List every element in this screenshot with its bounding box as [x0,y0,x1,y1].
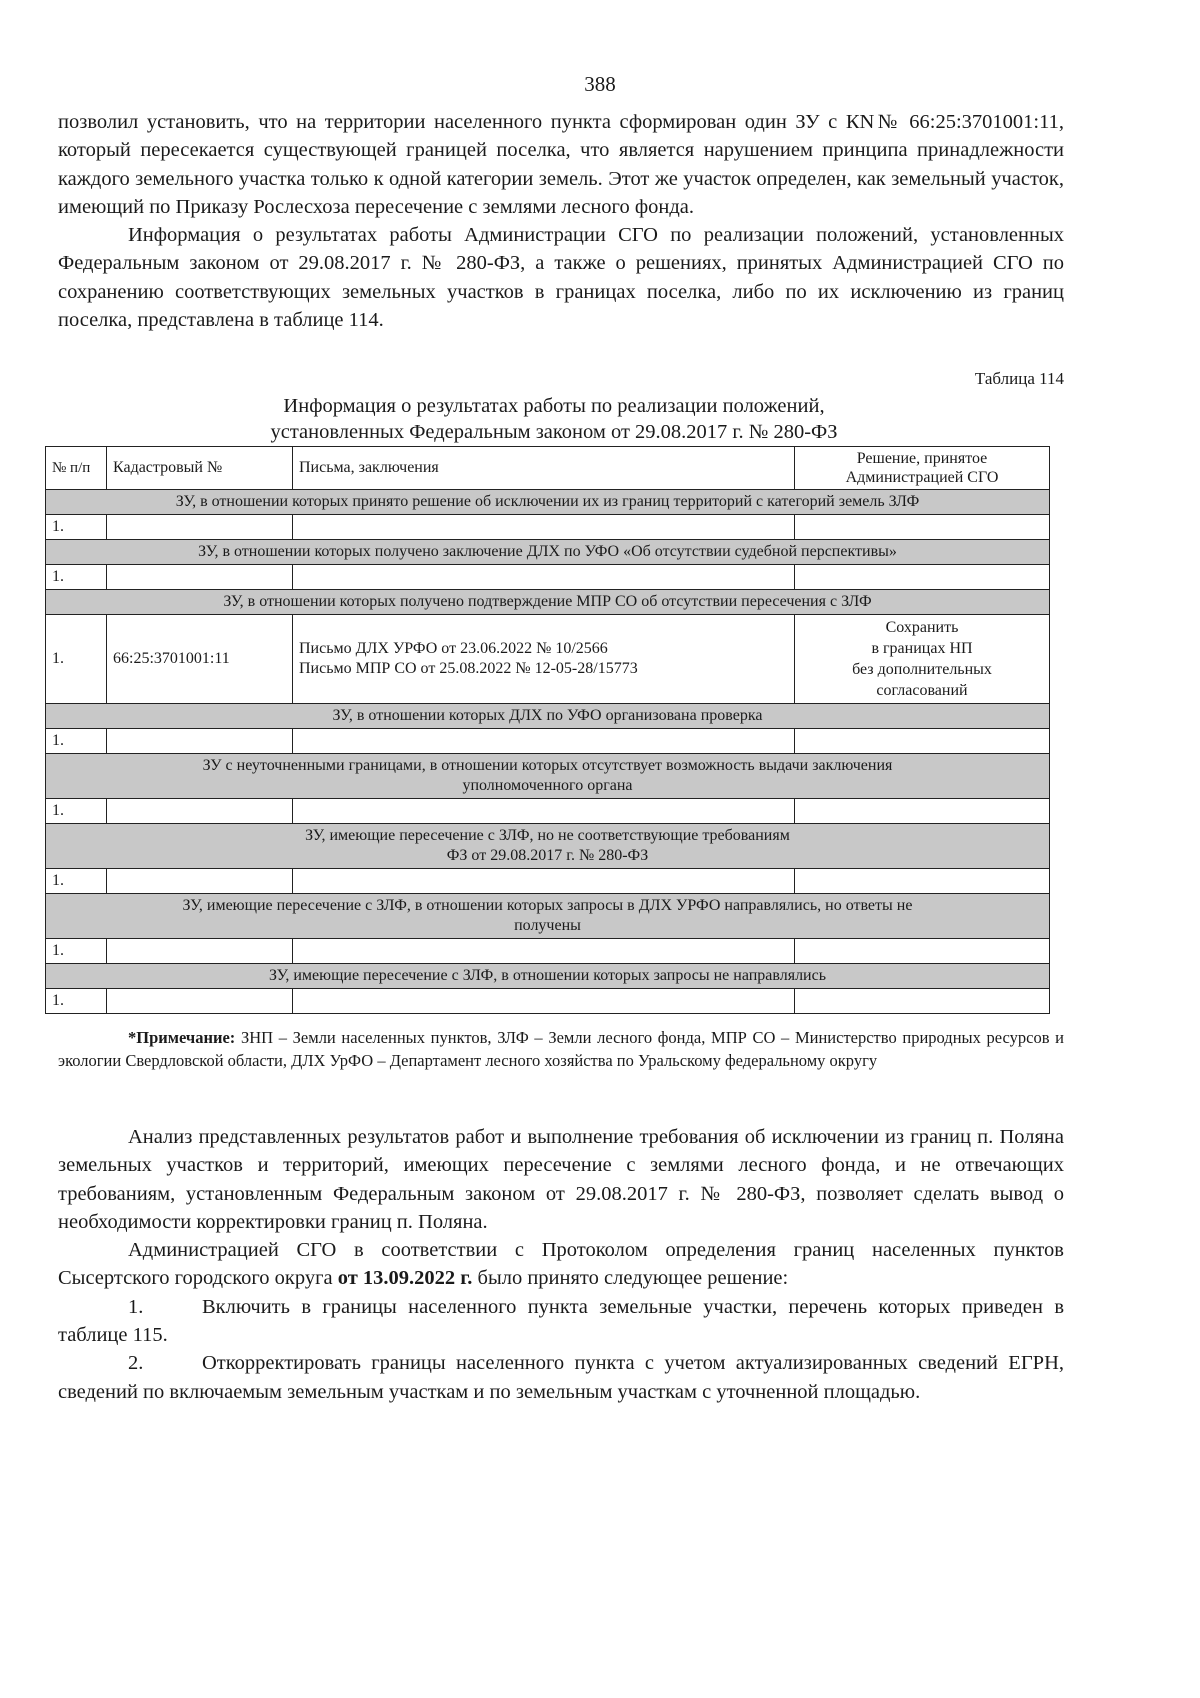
table-label: Таблица 114 [974,369,1064,388]
section-row [46,754,1050,799]
row-num: 1. [46,869,107,894]
letter-line-2: Письмо МПР СО от 25.08.2022 № 12-05-28/15773 [299,660,638,677]
decision-line-3: без дополнительных [852,661,992,678]
section-row [46,704,1050,729]
header-decision: Решение, принятое Администрацией СГО [795,447,1050,490]
section-row [46,490,1050,515]
section-title-line-2: уполномоченного органа [462,777,633,794]
section-title [46,754,1050,799]
intro-text [58,108,1064,334]
section-row [46,540,1050,565]
decision-date: от 13.09.2022 г. [337,1267,473,1290]
list-number: 1. [128,1295,144,1318]
row-num: 1. [46,565,107,590]
list-text: Включить в границы населенного пункта земельные участки, перечень которых приведен в таблице 115. [58,1295,1064,1347]
section-title [46,824,1050,869]
section-title-line-1: ЗУ с неуточненными границами, в отношении которых отсутствует возможность выдачи заключения [202,757,893,774]
section-title-line-1: ЗУ, имеющие пересечение с ЗЛФ, в отношении которых запросы в ДЛХ УРФО направлялись, но ответы не [182,897,913,914]
section-row [46,824,1050,869]
row-num: 1. [46,939,107,964]
footnote-label: *Примечание: [128,1028,236,1047]
header-num: № п/п [46,447,107,490]
table-title [0,393,1108,445]
row-num: 1. [46,729,107,754]
decision-paragraph [58,1236,1064,1293]
table-row [46,565,1050,590]
section-title: ЗУ, имеющие пересечение с ЗЛФ, в отношении которых запросы не направлялись [46,964,1050,989]
row-num: 1. [46,515,107,540]
table-title-line-1: Информация о результатах работы по реализации положений, [283,395,825,417]
list-number: 2. [128,1352,144,1375]
page-number: 388 [584,72,616,96]
decision-cell [795,615,1050,704]
table-row [46,869,1050,894]
table-row [46,799,1050,824]
results-table [45,446,1050,1014]
row-num: 1. [46,615,107,704]
decision-line-1: Сохранить [885,619,959,636]
section-title-line-2: получены [514,917,581,934]
row-num: 1. [46,799,107,824]
cadastral-number: 66:25:3701001:11 [107,615,293,704]
conclusion-text [58,1123,1064,1406]
table-footnote [58,1026,1064,1072]
section-title: ЗУ, в отношении которых ДЛХ по УФО организована проверка [46,704,1050,729]
intro-paragraph-1: позволил установить, что на территории населенного пункта сформирован один ЗУ с КN№ 66:25:3701001:11, который пересекается существующей границей поселка, что является нарушением принципа принадлежности каждого земельного участка только к одной категории земель. Этот же участок определен, как земельный участок, имеющий по Приказу Рослесхоза пересечение с землями лесного фонда. [58,111,1064,218]
decision-text-2: было принято следующее решение: [472,1267,789,1290]
row-num: 1. [46,989,107,1014]
analysis-paragraph: Анализ представленных результатов работ и выполнение требования об исключении из границ п. Поляна земельных участков и территорий, имеющих пересечение с землями лесного фонда, и не отвечающих требованиям, установленным Федеральным законом от 29.08.2017 г. № 280-ФЗ, позволяет сделать вывод о необходимости корректировки границ п. Поляна. [58,1126,1064,1233]
header-cadastral: Кадастровый № [107,447,293,490]
table-row [46,615,1050,704]
section-row [46,964,1050,989]
section-title: ЗУ, в отношении которых принято решение об исключении их из границ территорий с категорий земель ЗЛФ [46,490,1050,515]
header-letters: Письма, заключения [293,447,795,490]
decision-line-2: в границах НП [871,640,973,657]
table-row [46,729,1050,754]
letter-line-1: Письмо ДЛХ УРФО от 23.06.2022 № 10/2566 [299,640,608,657]
table-row [46,939,1050,964]
decision-line-4: согласований [876,682,968,699]
table-row [46,989,1050,1014]
list-text: Откорректировать границы населенного пункта с учетом актуализированных сведений ЕГРН, сведений по включаемым земельным участкам и по земельным участкам с уточненной площадью. [58,1352,1064,1403]
section-row [46,894,1050,939]
table-row [46,515,1050,540]
decision-text-1: Администрацией СГО в соответствии с Протоколом определения границ населенных пунктов Сысертского городского округа [58,1239,1064,1290]
section-title [46,894,1050,939]
section-title: ЗУ, в отношении которых получено заключение ДЛХ по УФО «Об отсутствии судебной перспективы» [46,540,1050,565]
section-title-line-2: ФЗ от 29.08.2017 г. № 280-ФЗ [446,847,649,864]
section-row [46,590,1050,615]
footnote-text: ЗНП – Земли населенных пунктов, ЗЛФ – Земли лесного фонда, МПР СО – Министерство природных ресурсов и экологии Свердловской области, ДЛХ УрФО – Департамент лесного хозяйства по Уральскому федеральному округу [58,1028,1064,1070]
section-title-line-1: ЗУ, имеющие пересечение с ЗЛФ, но не соответствующие требованиям [305,827,790,844]
intro-paragraph-2: Информация о результатах работы Администрации СГО по реализации положений, установленных Федеральным законом от 29.08.2017 г. № 280-ФЗ, а также о решениях, принятых Администрацией СГО по сохранению соответствующих земельных участков в границах поселка, либо по их исключению из границ поселка, представлена в таблице 114. [58,224,1064,332]
letters-cell [293,615,795,704]
table-header-row [46,447,1050,490]
section-title: ЗУ, в отношении которых получено подтверждение МПР СО об отсутствии пересечения с ЗЛФ [46,590,1050,615]
list-item [58,1293,1064,1350]
list-item [58,1349,1064,1406]
table-title-line-2: установленных Федеральным законом от 29.08.2017 г. № 280-ФЗ [270,421,838,443]
